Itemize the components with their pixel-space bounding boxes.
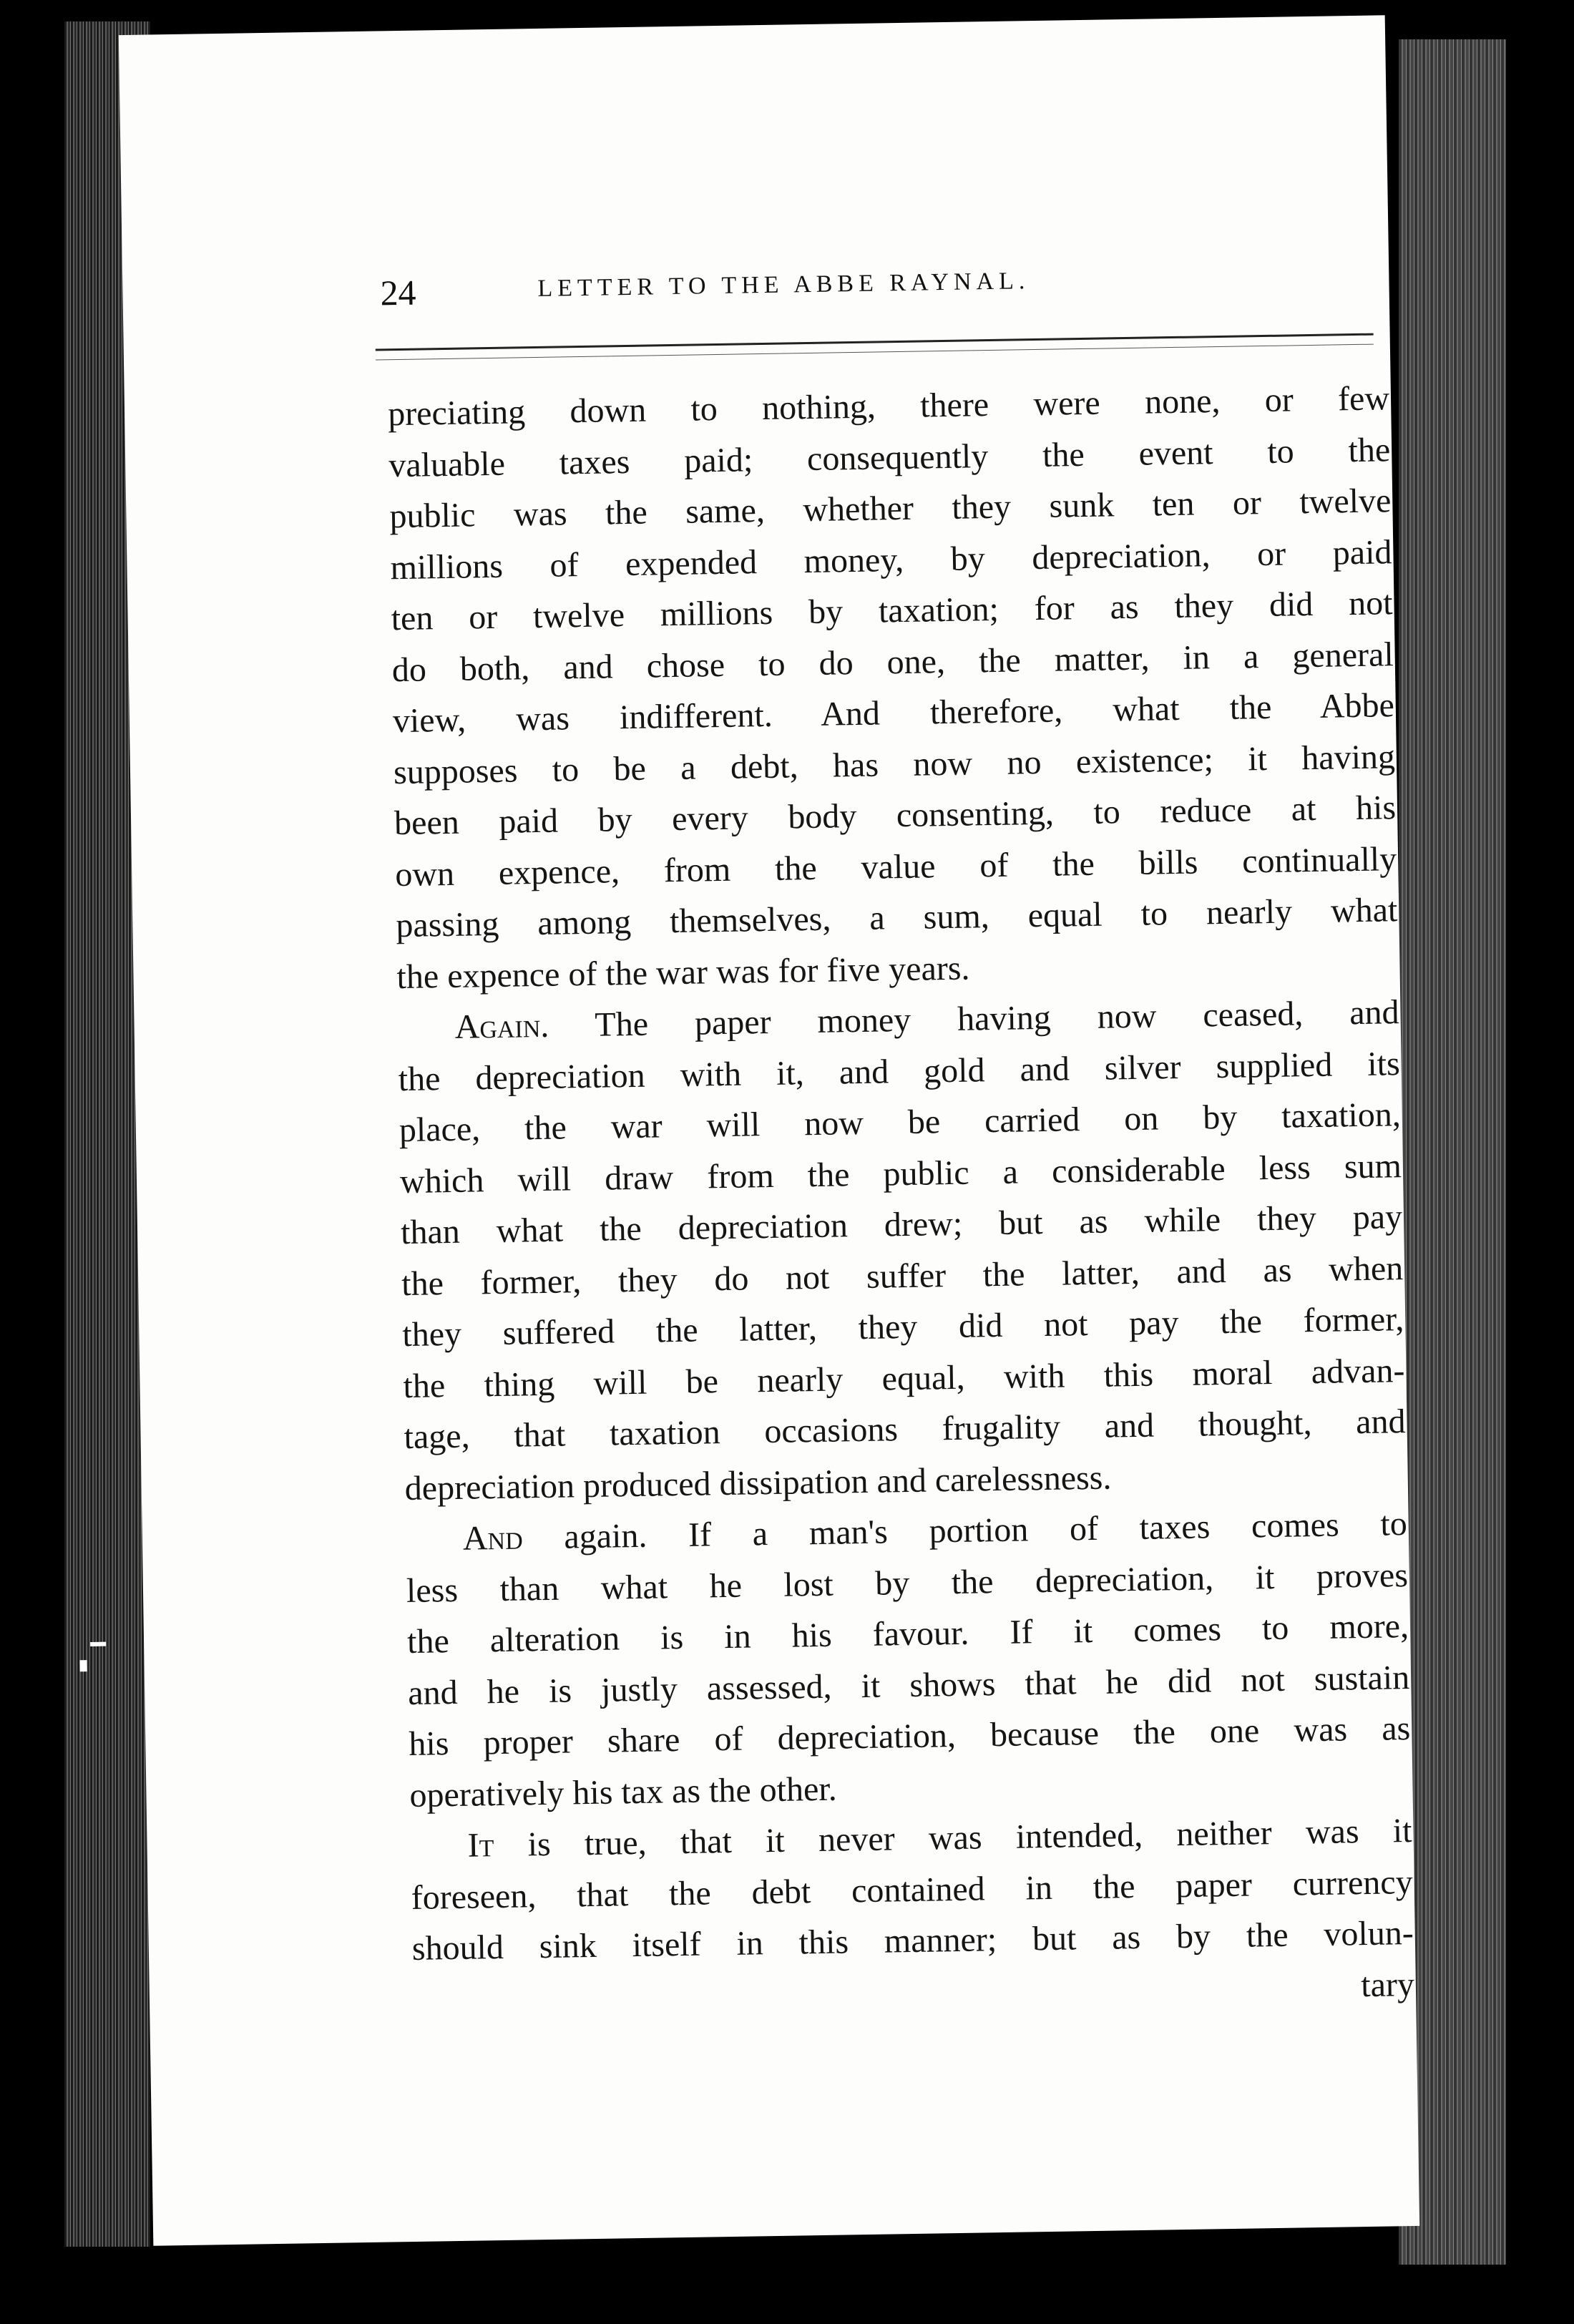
text-line: millions of expended money, by depreciation, or paid	[390, 532, 1392, 587]
text-line: depreciation produced dissipation and carelessness.	[404, 1458, 1112, 1508]
running-title: LETTER TO THE ABBE RAYNAL.	[537, 268, 1030, 302]
line-text: is true, that it never was intended, neither was it	[493, 1812, 1412, 1865]
text-line: preciating down to nothing, there were none, or few	[387, 379, 1390, 434]
text-line: supposes to be a debt, has now no existence; it having	[393, 737, 1396, 791]
text-line: own expence, from the value of the bills continually	[394, 839, 1397, 894]
text-line: less than what he lost by the depreciation, it proves	[406, 1556, 1409, 1610]
paragraph-lead-word: It	[467, 1826, 494, 1865]
text-line: they suffered the latter, they did not pay the former,	[402, 1300, 1404, 1354]
text-line: public was the same, whether they sunk ten or twelve	[389, 482, 1392, 536]
text-line: should sink itself in this manner; but as by the volun-	[411, 1913, 1414, 1968]
paragraph-lead-word: Again.	[454, 1006, 549, 1046]
text-line: passing among themselves, a sum, equal to nearly what	[396, 891, 1398, 945]
catchword: tary	[1360, 1965, 1415, 2004]
margin-speck	[80, 1660, 87, 1671]
text-line: ten or twelve millions by taxation; for as they did not	[391, 584, 1393, 638]
text-line: tage, that taxation occasions frugality and thought, and	[404, 1402, 1406, 1457]
paragraph-lead-word: And	[462, 1518, 524, 1558]
text-line: been paid by every body consenting, to reduce at his	[394, 788, 1397, 843]
text-line: the depreciation with it, and gold and silver supplied its	[398, 1044, 1401, 1098]
line-text: again. If a man's portion of taxes comes to	[522, 1505, 1408, 1557]
text-line: the thing will be nearly equal, with this moral advan-	[403, 1351, 1405, 1405]
text-line: which will draw from the public a considerable less sum	[399, 1146, 1402, 1201]
text-line: the alteration is in his favour. If it comes to more,	[406, 1607, 1409, 1661]
header-rule	[376, 333, 1374, 361]
text-line: and he is justly assessed, it shows that he did not sustain	[407, 1658, 1410, 1712]
text-line: valuable taxes paid; consequently the event to the	[388, 430, 1391, 484]
text-line: view, was indifferent. And therefore, what the Abbe	[392, 686, 1395, 741]
body-text	[388, 373, 1415, 2026]
text-line: the former, they do not suffer the latter, and as when	[401, 1249, 1404, 1303]
margin-speck	[90, 1642, 106, 1646]
running-head	[380, 256, 1379, 322]
line-text: The paper money having now ceased, and	[548, 993, 1399, 1045]
text-line: place, the war will now be carried on by taxation,	[399, 1095, 1402, 1150]
text-line: his proper share of depreciation, because the one was as	[408, 1709, 1411, 1764]
page-number: 24	[380, 272, 416, 313]
text-line: the expence of the war was for five years.	[396, 949, 970, 996]
text-line: do both, and chose to do one, the matter, in a general	[391, 635, 1394, 689]
text-line: foreseen, that the debt contained in the paper currency	[411, 1862, 1414, 1917]
book-page	[119, 15, 1419, 2245]
text-line: than what the depreciation drew; but as while they pay	[400, 1198, 1403, 1252]
text-line: operatively his tax as the other.	[409, 1769, 838, 1815]
